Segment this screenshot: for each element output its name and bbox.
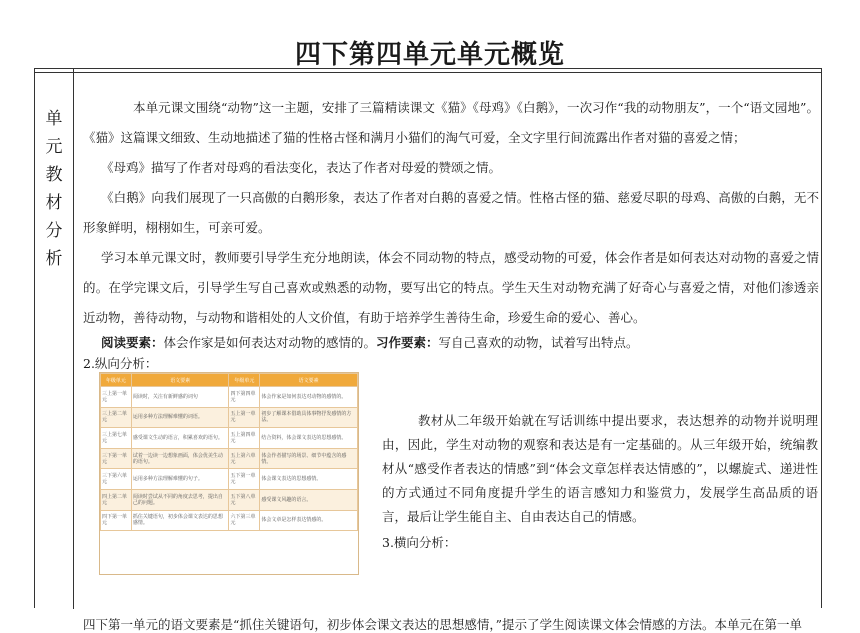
table-cell: 五上第一单元: [229, 407, 260, 428]
side-char: 分: [45, 221, 63, 241]
table-row: [101, 448, 358, 469]
paragraph: 《白鹅》向我们展现了一只高傲的白鹅形象，表达了作者对白鹅的喜爱之情。性格古怪的猫、慈爱尽职的母鸡、高傲的白鹅，无不形象鲜明，栩栩如生，可亲可爱。: [83, 190, 819, 235]
side-char: 材: [45, 193, 63, 213]
table-cell: 阅读时，关注有新鲜感的词句: [131, 387, 229, 408]
side-label: [35, 105, 73, 273]
paragraph: 四下第一单元的语文要素是“抓住关键语句，初步体会课文表达的思想感情，”提示了学生阅读课文体会情感的方法。本单元在第一单: [83, 617, 803, 632]
table-cell: 四下第四单元: [229, 387, 260, 408]
table-row: [101, 387, 358, 408]
table-top-rule: [35, 72, 821, 73]
table-cell: 结合资料，体会课文表达的思想感情。: [260, 428, 358, 449]
paragraph: 本单元课文围绕“动物”这一主题，安排了三篇精读课文《猫》《母鸡》《白鹅》，一次习作“我的动物朋友”，一个“语文园地”。《猫》这篇课文细致、生动地描述了猫的性格古怪和满月小猫们的淘气可爱，全文字里行间流露出作者对猫的喜爱之情；: [83, 100, 819, 145]
side-column: [35, 69, 74, 609]
table-cell: 五下第八单元: [229, 489, 260, 510]
table-row: [101, 407, 358, 428]
table-cell: 四上第二单元: [101, 489, 132, 510]
section-heading: 3.横向分析：: [382, 535, 457, 550]
table-cell: 初步了解课本借助具体事物抒发感情的方法。: [260, 407, 358, 428]
table-cell: 阅读时尝试从不同的角度去思考，提出自己的问题。: [131, 489, 229, 510]
elements-line: [83, 333, 819, 352]
table-cell: 五上第四单元: [229, 428, 260, 449]
table-cell: 五下第一单元: [229, 469, 260, 490]
table-cell: 三上第一单元: [101, 387, 132, 408]
table-cell: 运用多种方法理解难懂的词语。: [131, 407, 229, 428]
table-cell: 感受课文生动的语言，积累喜欢的语句。: [131, 428, 229, 449]
table-cell: 体会文章是怎样表达情感的。: [260, 510, 358, 531]
table-header: 年级单元: [229, 374, 260, 387]
reading-label: 阅读要素：: [101, 335, 164, 350]
side-char: 教: [45, 165, 63, 185]
section-heading: 2.纵向分析：: [83, 356, 158, 371]
overview-table: [34, 68, 822, 632]
table-header: 语文要素: [131, 374, 229, 387]
reading-text: 体会作家是如何表达对动物的感情的。: [163, 335, 377, 350]
table-cell: 体会课文表达的思想感情。: [260, 469, 358, 490]
table-cell: 四下第一单元: [101, 510, 132, 531]
side-char: 单: [45, 109, 63, 129]
side-char: 析: [45, 249, 63, 269]
table-cell: 三下第一单元: [101, 448, 132, 469]
table-row: [101, 489, 358, 510]
table-row: [101, 510, 358, 531]
table-row: [101, 428, 358, 449]
paragraph: 教材从二年级开始就在写话训练中提出要求，表达想养的动物并说明理由，因此，学生对动物的观察和表达是有一定基础的。从三年级开始，统编教材从“感受作者表达的情感”到“体会文章怎样表达情感的”，以螺旋式、递进性的方式通过不同角度提升学生的语言感知力和鉴赏力，发展学生高品质的语言，最后让学生能自主、自由表达自己的情感。: [382, 413, 818, 524]
writing-text: 写自己喜欢的动物，试着写出特点。: [438, 335, 639, 350]
table-cell: 试着一边读一边想象画面，体会优美生动的语句。: [131, 448, 229, 469]
table-cell: 三上第二单元: [101, 407, 132, 428]
table-cell: 三上第七单元: [101, 428, 132, 449]
table-cell: 五上第六单元: [229, 448, 260, 469]
table-cell: 体会作家是如何表达对动物的感情的。: [260, 387, 358, 408]
side-char: 元: [45, 137, 63, 157]
table-header: 年级单元: [101, 374, 132, 387]
table-cell: 体会作者描写的场景、细节中蕴含的感情。: [260, 448, 358, 469]
vertical-analysis-text: [382, 409, 818, 555]
analysis-content: [83, 93, 819, 373]
writing-label: 习作要素：: [376, 335, 439, 350]
vertical-analysis-table: [99, 372, 359, 575]
table-cell: 抓住关键语句，初步体会课文表达的思想感情。: [131, 510, 229, 531]
table-header: 语文要素: [260, 374, 358, 387]
paragraph: 学习本单元课文时，教师要引导学生充分地朗读，体会不同动物的特点，感受动物的可爱，体会作者是如何表达对动物的喜爱之情的。在学完课文后，引导学生写自己喜欢或熟悉的动物，要写出它的特点。学生天生对动物充满了好奇心与喜爱之情，对他们渗透亲近动物，善待动物，与动物和谐相处的人文价值，有助于培养学生善待生命，珍爱生命的爱心、善心。: [83, 250, 819, 325]
table-cell: 三下第六单元: [101, 469, 132, 490]
table-cell: 感受课文风趣的语言。: [260, 489, 358, 510]
paragraph: 《母鸡》描写了作者对母鸡的看法变化，表达了作者对母爱的赞颂之情。: [101, 160, 502, 175]
table-cell: 运用多种方法理解难懂的句子。: [131, 469, 229, 490]
page-title: 四下第四单元单元概览: [294, 40, 565, 70]
table-cell: 六下第三单元: [229, 510, 260, 531]
table-row: [101, 469, 358, 490]
